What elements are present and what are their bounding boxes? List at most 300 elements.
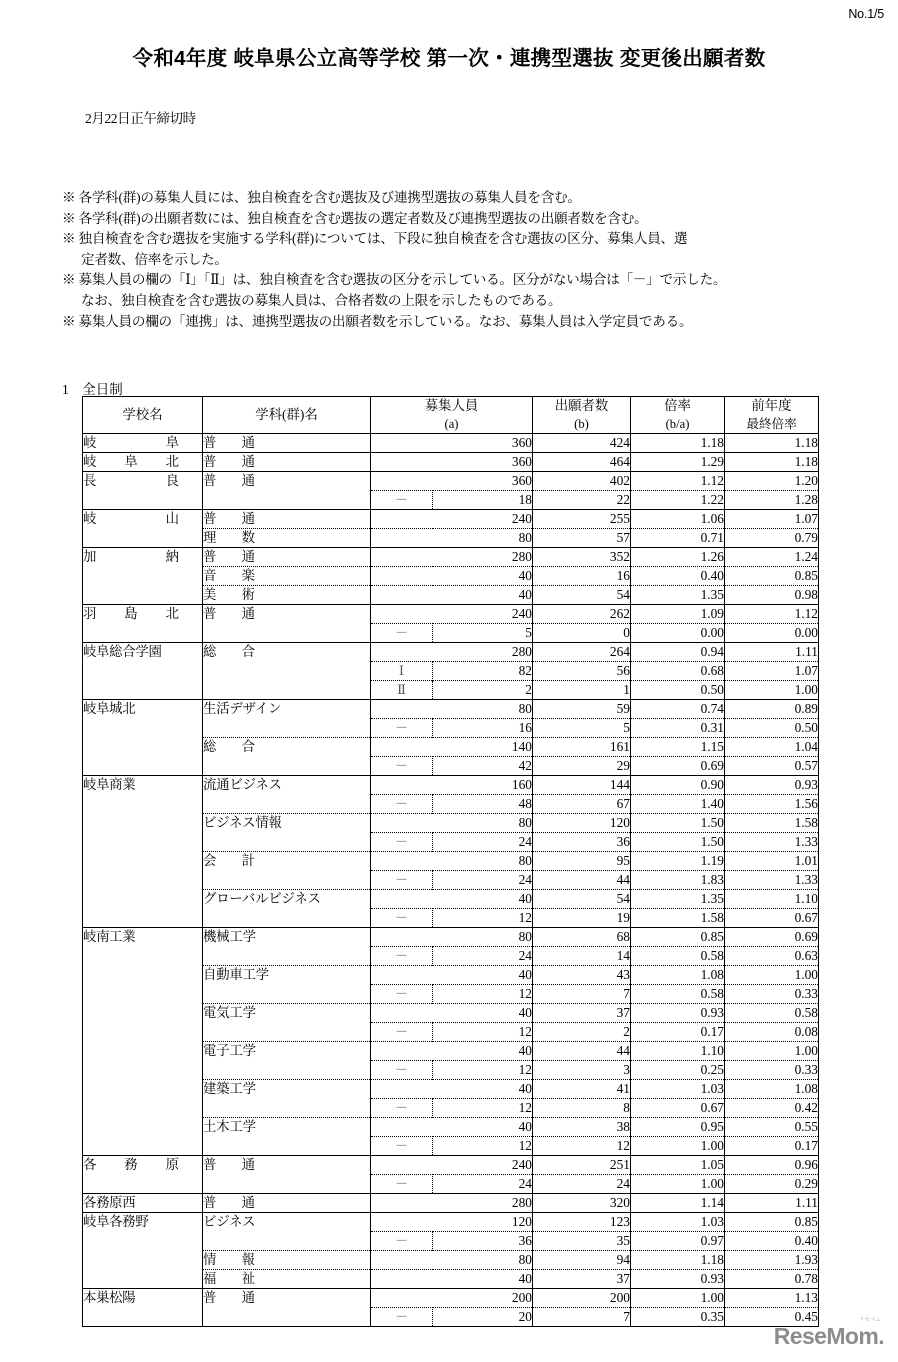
department-name-text: 音楽 [203,568,255,583]
table-row [83,966,819,985]
col-header-applicants-sub: (b) [574,417,589,431]
cell-applicants: 7 [533,985,631,1004]
cell-selection-category: － [371,1308,433,1327]
cell-quota: 40 [433,1270,533,1289]
cell-applicants: 24 [533,1175,631,1194]
cell-selection-category: Ⅱ [371,681,433,700]
cell-quota: 40 [433,586,533,605]
cell-selection-category: － [371,985,433,1004]
cell-school-name [83,1232,203,1251]
cell-applicants: 54 [533,586,631,605]
cell-department-name [203,1308,371,1327]
table-row [83,605,819,624]
cell-ratio: 1.29 [631,453,725,472]
cell-selection-category [371,1270,433,1289]
cell-school-name [83,510,203,529]
cell-quota: 280 [433,643,533,662]
cell-quota: 80 [433,1251,533,1270]
cell-selection-category [371,643,433,662]
cell-ratio: 0.00 [631,624,725,643]
cell-applicants: 35 [533,1232,631,1251]
cell-school-name [83,1213,203,1232]
cell-department-name [203,1194,371,1213]
cell-prev-ratio: 0.40 [725,1232,819,1251]
cell-school-name [83,966,203,985]
cell-school-name [83,624,203,643]
department-name-text: 建築工学 [203,1081,256,1097]
col-header-quota-title: 募集人員 [424,398,479,413]
cell-applicants: 38 [533,1118,631,1137]
cell-quota: 280 [433,1194,533,1213]
cell-ratio: 1.15 [631,738,725,757]
cell-department-name [203,738,371,757]
cell-quota: 24 [433,833,533,852]
cell-quota: 80 [433,700,533,719]
cell-selection-category: － [371,1175,433,1194]
cell-applicants: 16 [533,567,631,586]
cell-quota: 5 [433,624,533,643]
cell-prev-ratio: 1.07 [725,510,819,529]
table-row [83,643,819,662]
col-header-applicants-title: 出願者数 [554,398,609,413]
col-header-department [203,397,371,434]
cell-ratio: 1.35 [631,890,725,909]
cell-applicants: 41 [533,1080,631,1099]
col-header-ratio-title: 倍率 [664,398,691,413]
cell-prev-ratio: 0.29 [725,1175,819,1194]
cell-ratio: 0.93 [631,1004,725,1023]
cell-applicants: 320 [533,1194,631,1213]
cell-applicants: 251 [533,1156,631,1175]
table-row [83,1137,819,1156]
cell-department-name [203,1137,371,1156]
cell-ratio: 1.09 [631,605,725,624]
cell-quota: 12 [433,1099,533,1118]
section-heading: 1 全日制 [62,382,123,397]
cell-prev-ratio: 0.42 [725,1099,819,1118]
cell-quota: 36 [433,1232,533,1251]
cell-school-name [83,909,203,928]
cell-prev-ratio: 0.85 [725,567,819,586]
table-row [83,434,819,453]
cell-ratio: 0.93 [631,1270,725,1289]
cell-quota: 240 [433,1156,533,1175]
table-row [83,586,819,605]
cell-school-name [83,757,203,776]
cell-school-name [83,643,203,662]
cell-department-name [203,966,371,985]
cell-selection-category [371,1118,433,1137]
cell-prev-ratio: 0.57 [725,757,819,776]
cell-prev-ratio: 1.11 [725,1194,819,1213]
cell-selection-category [371,1080,433,1099]
cell-department-name [203,643,371,662]
cell-ratio: 0.17 [631,1023,725,1042]
cell-selection-category: － [371,909,433,928]
school-name-text: 各務原 [83,1157,179,1173]
school-name-text: 羽島北 [83,606,179,622]
cell-school-name [83,928,203,947]
table-row [83,700,819,719]
table-body [83,434,819,1327]
cell-applicants: 200 [533,1289,631,1308]
col-header-school [83,397,203,434]
cell-quota: 40 [433,890,533,909]
cell-department-name [203,1042,371,1061]
cell-applicants: 402 [533,472,631,491]
cell-school-name [83,1042,203,1061]
cell-quota: 360 [433,453,533,472]
cell-department-name [203,1289,371,1308]
school-name-text: 各務原西 [83,1195,136,1210]
cell-department-name [203,776,371,795]
cell-department-name [203,567,371,586]
cell-prev-ratio: 0.17 [725,1137,819,1156]
cell-school-name [83,985,203,1004]
cell-selection-category [371,814,433,833]
cell-school-name [83,738,203,757]
table-row [83,1042,819,1061]
cell-prev-ratio: 1.00 [725,966,819,985]
cell-applicants: 22 [533,491,631,510]
cell-prev-ratio: 0.96 [725,1156,819,1175]
cell-ratio: 1.00 [631,1137,725,1156]
cell-ratio: 1.19 [631,852,725,871]
cell-ratio: 1.00 [631,1289,725,1308]
cell-department-name [203,1251,371,1270]
cell-applicants: 44 [533,1042,631,1061]
cell-quota: 240 [433,510,533,529]
cell-applicants: 56 [533,662,631,681]
cell-quota: 24 [433,871,533,890]
cell-ratio: 1.08 [631,966,725,985]
table-row [83,1289,819,1308]
resemom-logo [773,1317,884,1349]
cell-school-name [83,1289,203,1308]
cell-ratio: 1.10 [631,1042,725,1061]
table-row [83,1232,819,1251]
cell-department-name [203,1099,371,1118]
cell-prev-ratio: 1.12 [725,605,819,624]
cell-prev-ratio: 0.00 [725,624,819,643]
cell-applicants: 144 [533,776,631,795]
cell-prev-ratio: 0.58 [725,1004,819,1023]
cell-applicants: 5 [533,719,631,738]
cell-ratio: 1.12 [631,472,725,491]
cell-department-name [203,719,371,738]
cell-ratio: 1.35 [631,586,725,605]
department-name-text: 美術 [203,587,255,602]
cell-prev-ratio: 1.93 [725,1251,819,1270]
cell-selection-category [371,966,433,985]
cell-ratio: 1.40 [631,795,725,814]
cell-applicants: 0 [533,624,631,643]
cell-quota: 12 [433,1061,533,1080]
cell-quota: 80 [433,928,533,947]
cell-school-name [83,1156,203,1175]
cell-school-name [83,662,203,681]
cell-school-name [83,1023,203,1042]
cell-ratio: 0.68 [631,662,725,681]
cell-department-name [203,985,371,1004]
cell-prev-ratio: 1.10 [725,890,819,909]
cell-ratio: 1.22 [631,491,725,510]
logo-dot: . [878,1323,884,1349]
cell-quota: 18 [433,491,533,510]
cell-applicants: 123 [533,1213,631,1232]
col-header-prev-ratio-sub: 最終倍率 [746,417,797,431]
cell-quota: 40 [433,1080,533,1099]
cell-applicants: 37 [533,1270,631,1289]
cell-department-name [203,434,371,453]
table-row [83,491,819,510]
cell-school-name [83,700,203,719]
cell-school-name [83,605,203,624]
department-name-text: 普通 [203,473,255,489]
cell-prev-ratio: 1.07 [725,662,819,681]
cell-ratio: 1.50 [631,833,725,852]
cell-school-name [83,1194,203,1213]
cell-department-name [203,1023,371,1042]
cell-ratio: 1.06 [631,510,725,529]
cell-prev-ratio: 0.08 [725,1023,819,1042]
cell-department-name [203,453,371,472]
cell-department-name [203,757,371,776]
cell-quota: 20 [433,1308,533,1327]
cell-prev-ratio: 0.55 [725,1118,819,1137]
cell-quota: 40 [433,966,533,985]
cell-department-name [203,1061,371,1080]
cell-prev-ratio: 1.56 [725,795,819,814]
cell-applicants: 57 [533,529,631,548]
cell-selection-category: － [371,1137,433,1156]
cell-selection-category: － [371,1232,433,1251]
cell-school-name [83,814,203,833]
cell-selection-category [371,472,433,491]
cell-prev-ratio: 0.63 [725,947,819,966]
table-row [83,795,819,814]
cell-prev-ratio: 1.08 [725,1080,819,1099]
table-row [83,624,819,643]
cell-applicants: 120 [533,814,631,833]
cell-ratio: 0.71 [631,529,725,548]
department-name-text: グローバルビジネス [203,891,321,907]
cell-selection-category: － [371,833,433,852]
cell-quota: 12 [433,909,533,928]
cell-school-name [83,1080,203,1099]
cell-school-name [83,833,203,852]
department-name-text: 普通 [203,1290,255,1306]
cell-quota: 360 [433,472,533,491]
table-row [83,529,819,548]
cell-quota: 80 [433,814,533,833]
cell-selection-category [371,529,433,548]
col-header-ratio-sub: (b/a) [665,417,690,431]
cell-school-name [83,1118,203,1137]
cell-school-name [83,453,203,472]
cell-ratio: 0.90 [631,776,725,795]
cell-department-name [203,852,371,871]
cell-selection-category [371,1289,433,1308]
cell-applicants: 1 [533,681,631,700]
department-name-text: 電気工学 [203,1005,256,1021]
cell-applicants: 37 [533,1004,631,1023]
cell-ratio: 0.69 [631,757,725,776]
table-row [83,1004,819,1023]
cell-selection-category: － [371,871,433,890]
cell-prev-ratio: 1.00 [725,681,819,700]
table-row [83,776,819,795]
cell-applicants: 352 [533,548,631,567]
cell-prev-ratio: 0.85 [725,1213,819,1232]
cell-applicants: 94 [533,1251,631,1270]
cell-prev-ratio: 1.04 [725,738,819,757]
note-line: ※ 募集人員の欄の「Ⅰ」「Ⅱ」は、独自検査を含む選抜の区分を示している。区分がない場合は「－」で示した。 [62,272,727,288]
cell-ratio: 1.14 [631,1194,725,1213]
table-row [83,1175,819,1194]
cell-department-name [203,928,371,947]
note-line: ※ 各学科(群)の募集人員には、独自検査を含む選抜及び連携型選抜の募集人員を含む。 [62,190,581,205]
cell-ratio: 0.40 [631,567,725,586]
cell-ratio: 0.97 [631,1232,725,1251]
cell-applicants: 424 [533,434,631,453]
cell-school-name [83,852,203,871]
cell-department-name [203,681,371,700]
table-row [83,453,819,472]
department-name-text: 流通ビジネス [203,777,282,793]
notes-block [62,188,852,332]
col-header-quota [371,397,533,434]
department-name-text: 自動車工学 [203,967,269,983]
cell-ratio: 1.00 [631,1175,725,1194]
cell-department-name [203,814,371,833]
cell-applicants: 12 [533,1137,631,1156]
department-name-text: 福祉 [203,1271,255,1286]
cell-prev-ratio: 1.01 [725,852,819,871]
cell-department-name [203,1004,371,1023]
school-name-text: 岐阜総合学園 [83,644,162,660]
cell-applicants: 464 [533,453,631,472]
department-name-text: 普通 [203,454,255,469]
cell-ratio: 0.94 [631,643,725,662]
school-name-text: 本巣松陽 [83,1290,136,1306]
school-name-text: 岐阜 [83,435,179,450]
cell-quota: 48 [433,795,533,814]
cell-prev-ratio: 0.50 [725,719,819,738]
cell-selection-category [371,453,433,472]
cell-selection-category [371,510,433,529]
cell-selection-category: － [371,757,433,776]
table-row [83,662,819,681]
cell-prev-ratio: 0.67 [725,909,819,928]
cell-applicants: 161 [533,738,631,757]
cell-selection-category [371,700,433,719]
deadline-label: 2月22日正午締切時 [85,111,196,126]
cell-department-name [203,605,371,624]
cell-quota: 360 [433,434,533,453]
cell-department-name [203,1270,371,1289]
cell-school-name [83,1175,203,1194]
table-row [83,909,819,928]
col-header-quota-sub: (a) [444,417,459,431]
cell-department-name [203,947,371,966]
cell-ratio: 1.03 [631,1213,725,1232]
cell-ratio: 0.35 [631,1308,725,1327]
cell-quota: 16 [433,719,533,738]
department-name-text: 普通 [203,606,255,622]
cell-prev-ratio: 0.98 [725,586,819,605]
cell-applicants: 54 [533,890,631,909]
cell-quota: 120 [433,1213,533,1232]
cell-ratio: 0.25 [631,1061,725,1080]
cell-department-name [203,1232,371,1251]
cell-ratio: 0.58 [631,985,725,1004]
cell-prev-ratio: 1.13 [725,1289,819,1308]
table-row [83,719,819,738]
cell-applicants: 264 [533,643,631,662]
table-row [83,985,819,1004]
cell-school-name [83,1270,203,1289]
cell-ratio: 0.50 [631,681,725,700]
cell-selection-category [371,1194,433,1213]
cell-selection-category [371,738,433,757]
cell-quota: 2 [433,681,533,700]
cell-department-name [203,833,371,852]
cell-prev-ratio: 0.33 [725,1061,819,1080]
table-row [83,1213,819,1232]
cell-prev-ratio: 0.93 [725,776,819,795]
cell-school-name [83,529,203,548]
table-row [83,833,819,852]
department-name-text: 情報 [203,1252,255,1267]
cell-ratio: 0.95 [631,1118,725,1137]
department-name-text: 総合 [203,739,255,755]
cell-prev-ratio: 1.11 [725,643,819,662]
cell-applicants: 29 [533,757,631,776]
department-name-text: 普通 [203,1195,255,1210]
cell-selection-category [371,567,433,586]
cell-school-name [83,1137,203,1156]
table-row [83,928,819,947]
cell-selection-category [371,1004,433,1023]
cell-selection-category [371,1156,433,1175]
cell-applicants: 43 [533,966,631,985]
cell-quota: 24 [433,1175,533,1194]
cell-prev-ratio: 1.33 [725,871,819,890]
cell-selection-category: － [371,947,433,966]
table-row [83,890,819,909]
department-name-text: 会計 [203,853,255,869]
cell-department-name [203,795,371,814]
department-name-text: 普通 [203,1157,255,1173]
note-line: なお、独自検査を含む選抜の募集人員は、合格者数の上限を示したものである。 [81,292,562,308]
cell-selection-category [371,852,433,871]
cell-ratio: 1.03 [631,1080,725,1099]
col-header-department-title: 学科(群)名 [255,407,318,422]
school-name-text: 長良 [83,473,179,489]
cell-school-name [83,719,203,738]
department-name-text: ビジネス情報 [203,815,282,831]
cell-selection-category: Ⅰ [371,662,433,681]
cell-selection-category [371,1251,433,1270]
cell-selection-category [371,928,433,947]
col-header-school-title: 学校名 [122,407,163,422]
note-line: ※ 独自検査を含む選抜を実施する学科(群)については、下段に独自検査を含む選抜の区分、募集人員、選 [62,231,688,247]
cell-department-name [203,1213,371,1232]
table-row [83,1270,819,1289]
col-header-applicants [533,397,631,434]
cell-school-name [83,472,203,491]
